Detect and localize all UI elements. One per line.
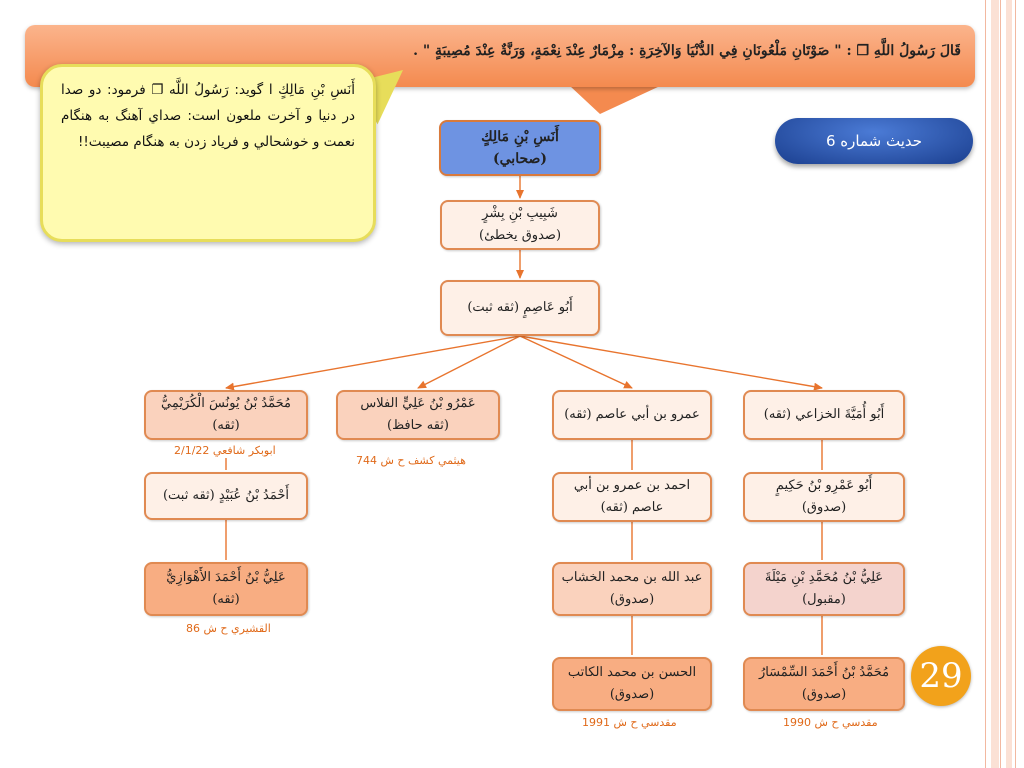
narrator-grade: (ثقه) [212,418,240,433]
narrator-grade: (صدوق) [609,592,655,607]
narrator-node-ali-ahwazi [144,562,308,616]
translation-text: أَنَسِ بْنِ مَالِكٍ ا گويد: رَسُولُ اللَّه ❐ فرمود: دو صدا در دنيا و آخرت ملعون است: صداي آهنگ به هنگام نعمت و خوشحالي و فرياد زدن به هنگام مصيبت!! [61,82,355,150]
hadith-text: قَالَ رَسُولُ اللَّهِ ❐ : " صَوْتَانِ مَلْعُونَانِ فِي الدُّنْيَا وَالآخِرَةِ : مِزْمَارٌ عِنْدَ نِعْمَةٍ، وَرَنَّةٌ عِنْدَ مُصِيبَةٍ " . [413,43,961,59]
narrator-name: أَبُو عَمْرِو بْنُ حَكِيمٍ [775,478,873,493]
narrator-node-ahmad-ubayd [144,472,308,520]
connector-abuasim-myunus [226,336,520,388]
narrator-node-ahmad-amr [552,472,712,522]
narrator-name: عَمْرُو بْنُ عَلِيٍّ الفلاس [360,396,476,411]
translation-callout [40,64,376,242]
narrator-name: احمد بن عمرو بن أبي [573,478,691,493]
banner-pointer [570,86,660,114]
narrator-node-muhammad-yunus [144,390,308,440]
narrator-name: عَلِيُّ بْنُ أَحْمَدَ الأَهْوَازِيُّ [166,570,286,585]
narrator-name: مُحَمَّدُ بْنُ يُونُسَ الْكُرَيْمِيُّ [160,396,292,411]
narrator-node-amr-abi-asim [552,390,712,440]
connector-abuasim-amrabiasim [520,336,632,388]
narrator-node-hasan-katib [552,657,712,711]
narrator-grade: (ثقه) [212,592,240,607]
source-note-maqdisi-1990: مقدسي ح ش 1990 [783,716,878,729]
narrator-name: مُحَمَّدُ بْنُ أَحْمَدَ السِّمْسَارُ [758,665,890,680]
narrator-node-abdullah-khashab [552,562,712,616]
narrator-name: أَحْمَدُ بْنُ عُبَيْدٍ (ثقه ثبت) [162,488,290,503]
hadith-number-badge: حديث شماره 6 [775,118,973,164]
narrator-node-abu-asim [440,280,600,336]
source-note-abubakr: ابوبكر شافعي 2/1/22 [174,444,276,457]
narrator-node-anas [439,120,601,176]
narrator-name: شَبِيبِ بْنِ بِشْرٍ [482,206,558,221]
narrator-name: أَبُو عَاصِمٍ (ثقه ثبت) [467,300,573,315]
narrator-name: أَبُو أُمَيَّةَ الخزاعي (ثقه) [763,407,885,422]
narrator-name: عَلِيُّ بْنُ مُحَمَّدِ بْنِ مَيْلَةَ [764,570,884,585]
narrator-node-amr-ali [336,390,500,440]
narrator-name: عمرو بن أبي عاصم (ثقه) [564,407,700,422]
narrator-node-shabib [440,200,600,250]
narrator-grade: (صدوق) [609,687,655,702]
narrator-grade: (صحابي) [493,151,548,167]
narrator-node-ali-mula [743,562,905,616]
narrator-name: عبد الله بن محمد الخشاب [561,570,703,585]
source-note-haythami: هيثمي كشف ح ش 744 [356,454,466,467]
connector-abuasim-abuumayya [520,336,822,388]
narrator-node-muhammad-simsar [743,657,905,711]
narrator-name: أَنَسِ بْنِ مَالِكٍ [481,129,559,145]
narrator-grade: (صدوق) [801,500,847,515]
connector-abuasim-amrali [418,336,520,388]
narrator-grade: (صدوق يخطئ) [479,228,562,243]
source-note-maqdisi-1991: مقدسي ح ش 1991 [582,716,677,729]
narrator-grade: (مقبول) [802,592,846,607]
narrator-name: الحسن بن محمد الكاتب [567,665,697,680]
narrator-grade: عاصم (ثقه) [600,500,664,515]
narrator-node-abu-amr-hakim [743,472,905,522]
narrator-grade: (ثقه حافظ) [387,418,449,433]
page-number: 29 [911,646,971,706]
source-note-qushayri: القشيري ح ش 86 [186,622,271,635]
narrator-node-abu-umayya [743,390,905,440]
narrator-grade: (صدوق) [801,687,847,702]
